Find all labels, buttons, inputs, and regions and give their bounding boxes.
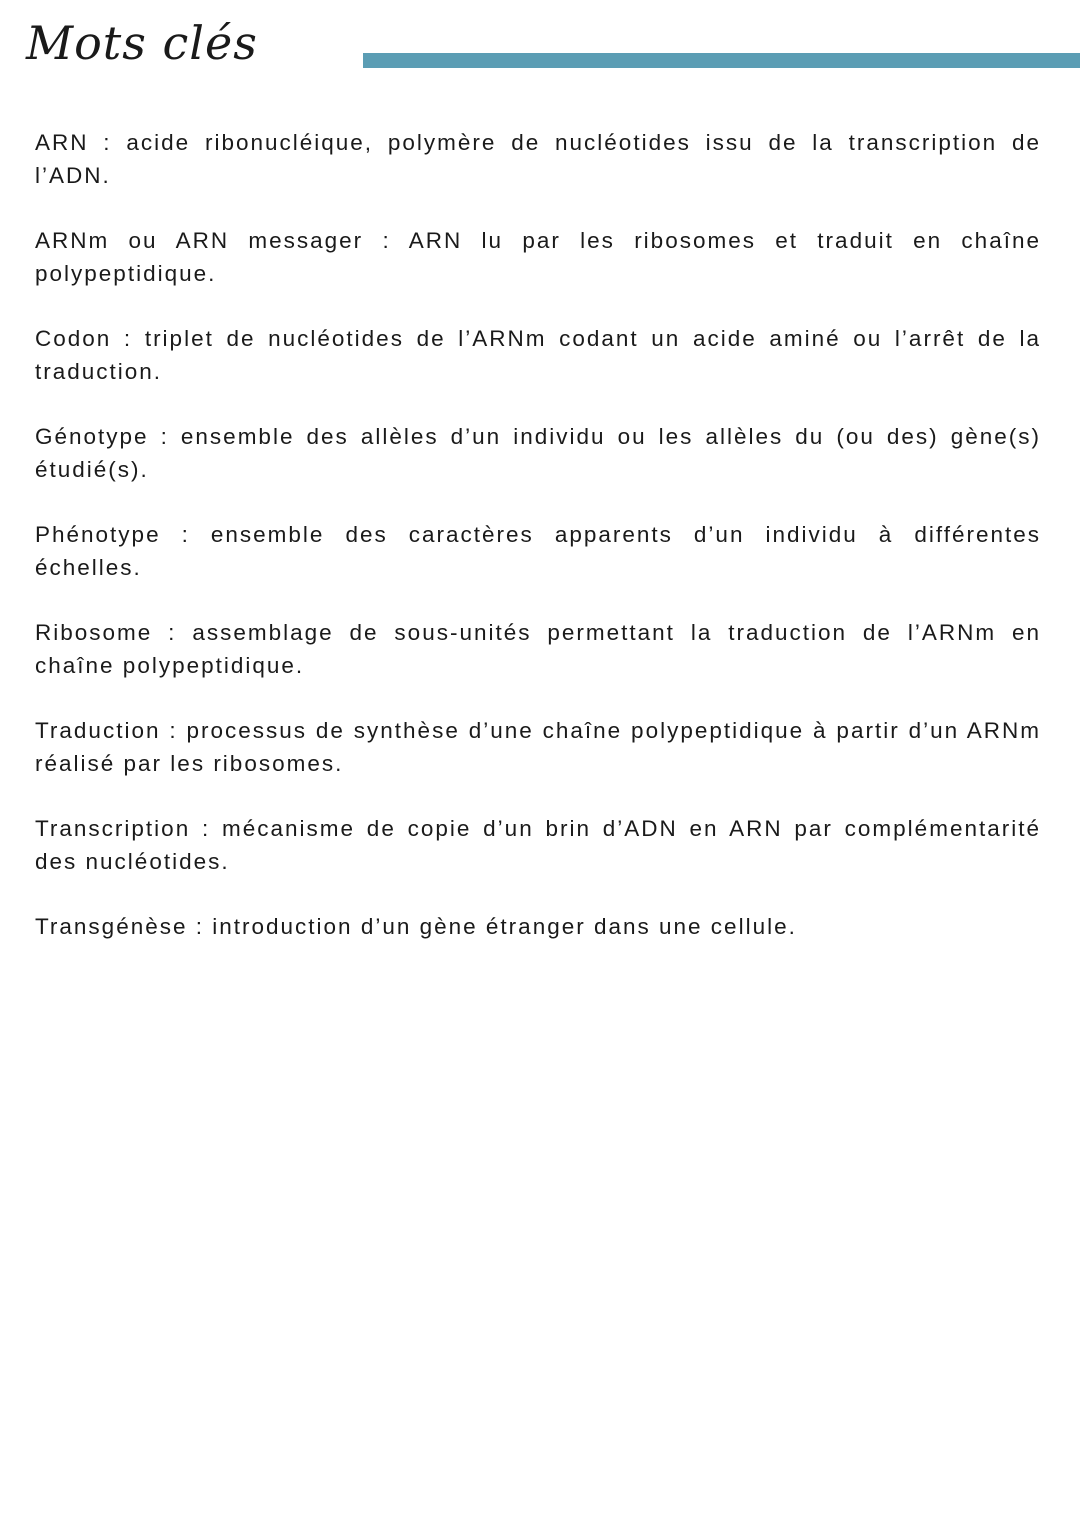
glossary-entry-phenotype: Phénotype : ensemble des caractères apparents d’un individu à différentes échelles. (35, 522, 1041, 580)
page-header (0, 0, 1080, 100)
page-title: Mots clés (26, 16, 258, 70)
glossary-list (35, 126, 1041, 943)
glossary-entry-transcription: Transcription : mécanisme de copie d’un brin d’ADN en ARN par complémentarité des nucléotides. (35, 816, 1041, 874)
glossary-entry-transgenese: Transgénèse : introduction d’un gène étranger dans une cellule. (35, 914, 797, 939)
glossary-entry-genotype: Génotype : ensemble des allèles d’un individu ou les allèles du (ou des) gène(s) étudié(s). (35, 424, 1041, 482)
glossary-entry-ribosome: Ribosome : assemblage de sous-unités permettant la traduction de l’ARNm en chaîne polypeptidique. (35, 620, 1041, 678)
glossary-entry-arn: ARN : acide ribonucléique, polymère de nucléotides issu de la transcription de l’ADN. (35, 130, 1041, 188)
title-underline-bar (363, 53, 1080, 68)
glossary-entry-arnm: ARNm ou ARN messager : ARN lu par les ribosomes et traduit en chaîne polypeptidique. (35, 228, 1041, 286)
glossary-entry-traduction: Traduction : processus de synthèse d’une chaîne polypeptidique à partir d’un ARNm réalisé par les ribosomes. (35, 718, 1041, 776)
glossary-entry-codon: Codon : triplet de nucléotides de l’ARNm codant un acide aminé ou l’arrêt de la traduction. (35, 326, 1041, 384)
